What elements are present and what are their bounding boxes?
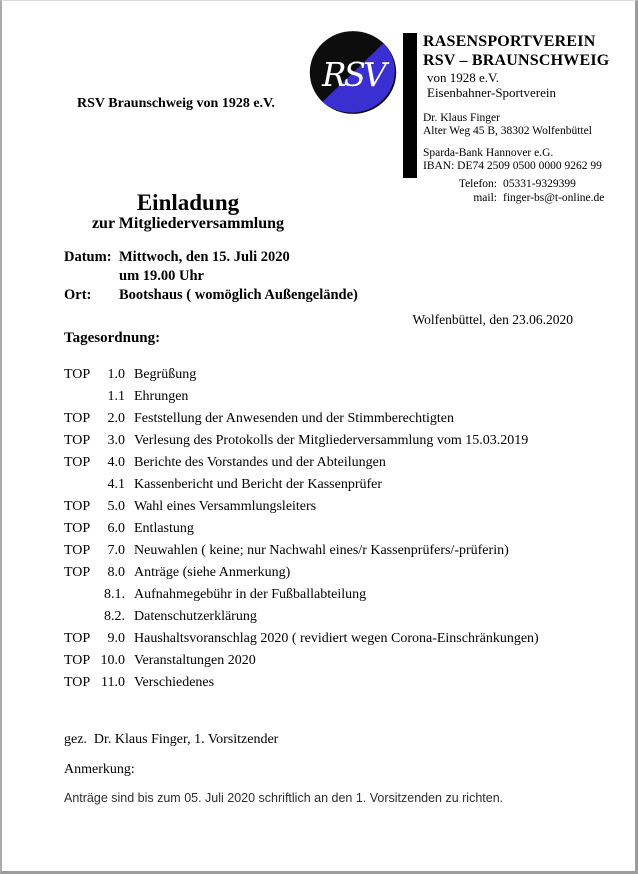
header-divider-bar xyxy=(403,33,417,178)
agenda-item xyxy=(64,389,584,411)
agenda-item-prefix xyxy=(64,587,99,609)
agenda-item xyxy=(64,565,584,587)
letterhead-founded: von 1928 e.V. xyxy=(427,70,499,85)
rsv-logo xyxy=(308,29,398,116)
agenda-list xyxy=(64,367,584,697)
letterhead xyxy=(423,33,633,173)
agenda-item-number: 8.2. xyxy=(104,609,125,624)
letterhead-org-line1: RASENSPORTVEREIN xyxy=(423,33,596,50)
agenda-item-prefix: TOP xyxy=(64,631,91,646)
agenda-item-text: Wahl eines Versammlungsleiters xyxy=(134,499,317,514)
agenda-item-number: 8.0 xyxy=(107,565,125,580)
agenda-heading: Tagesordnung: xyxy=(64,330,161,346)
agenda-item-number: 11.0 xyxy=(101,675,125,690)
agenda-item-prefix: TOP xyxy=(64,367,91,382)
signature-line: gez. Dr. Klaus Finger, 1. Vorsitzender xyxy=(64,732,279,747)
agenda-item xyxy=(64,653,584,675)
document-title: Einladung xyxy=(136,190,240,215)
letterhead-bank-name: Sparda-Bank Hannover e.G. xyxy=(423,147,554,159)
agenda-item xyxy=(64,411,584,433)
agenda-item-prefix: TOP xyxy=(64,675,91,690)
agenda-item-number: 4.0 xyxy=(107,455,125,470)
agenda-item-text: Kassenbericht und Bericht der Kassenprüfer xyxy=(134,477,383,492)
letterhead-contact-name: Dr. Klaus Finger xyxy=(423,112,500,124)
agenda-item-prefix: TOP xyxy=(64,565,91,580)
agenda-item-number: 7.0 xyxy=(107,543,125,558)
rsv-logo-text: RSV xyxy=(322,56,384,94)
time-value: um 19.00 Uhr xyxy=(119,268,204,284)
agenda-item-number: 4.1 xyxy=(107,477,125,492)
agenda-item-number: 2.0 xyxy=(107,411,125,426)
city-date-line: Wolfenbüttel, den 23.06.2020 xyxy=(412,312,573,327)
note-heading: Anmerkung: xyxy=(64,762,135,777)
agenda-item-text: Haushaltsvoranschlag 2020 ( revidiert wegen Corona-Einschränkungen) xyxy=(134,631,539,646)
agenda-item-text: Berichte des Vorstandes und der Abteilungen xyxy=(134,455,386,470)
agenda-item-text: Aufnahmegebühr in der Fußballabteilung xyxy=(134,587,367,602)
mail-label: mail: xyxy=(473,191,497,204)
agenda-item-prefix xyxy=(64,477,99,499)
agenda-item-number: 8.1. xyxy=(104,587,125,602)
time-label-spacer xyxy=(64,267,119,286)
agenda-item-prefix: TOP xyxy=(64,411,91,426)
date-label: Datum: xyxy=(64,249,112,265)
agenda-item-prefix: TOP xyxy=(64,521,91,536)
letterhead-bank-iban: IBAN: DE74 2509 0500 0000 9262 99 xyxy=(423,160,602,172)
agenda-item-text: Begrüßung xyxy=(134,367,197,382)
agenda-item xyxy=(64,455,584,477)
agenda-item xyxy=(64,521,584,543)
agenda-item-text: Verlesung des Protokolls der Mitgliederversammlung vom 15.03.2019 xyxy=(134,433,529,448)
agenda-item-number: 1.0 xyxy=(107,367,125,382)
meta-block xyxy=(64,248,358,305)
phone-label: Telefon: xyxy=(458,178,497,190)
agenda-item-prefix: TOP xyxy=(64,455,91,470)
agenda-item xyxy=(64,477,584,499)
agenda-item-prefix xyxy=(64,609,99,631)
agenda-item-number: 10.0 xyxy=(100,653,125,668)
note-text: Anträge sind bis zum 05. Juli 2020 schriftlich an den 1. Vorsitzenden zu richten. xyxy=(64,791,504,805)
agenda-item-prefix: TOP xyxy=(64,433,91,448)
agenda-item xyxy=(64,367,584,389)
agenda-item xyxy=(64,587,584,609)
agenda-item-prefix xyxy=(64,389,99,411)
letterhead-subtitle: Eisenbahner-Sportverein xyxy=(427,85,556,100)
agenda-item-number: 9.0 xyxy=(107,631,125,646)
document-subtitle: zur Mitgliederversammlung xyxy=(91,215,285,232)
agenda-item xyxy=(64,543,584,565)
agenda-item-text: Anträge (siehe Anmerkung) xyxy=(134,565,291,580)
agenda-item-text: Feststellung der Anwesenden und der Stimmberechtigten xyxy=(134,411,454,426)
agenda-item-number: 5.0 xyxy=(107,499,125,514)
mail-value: finger-bs@t-online.de xyxy=(503,191,605,204)
agenda-item-text: Ehrungen xyxy=(134,389,189,404)
agenda-item-text: Datenschutzerklärung xyxy=(134,609,257,624)
phone-value: 05331-9329399 xyxy=(503,178,576,190)
place-label: Ort: xyxy=(64,287,92,303)
agenda-item-text: Entlastung xyxy=(134,521,194,536)
agenda-item xyxy=(64,609,584,631)
letterhead-org-line2: RSV – BRAUNSCHWEIG xyxy=(423,51,610,69)
agenda-item-prefix: TOP xyxy=(64,543,91,558)
agenda-item-prefix: TOP xyxy=(64,653,91,668)
agenda-item-text: Veranstaltungen 2020 xyxy=(134,653,256,668)
letterhead-contact-address: Alter Weg 45 B, 38302 Wolfenbüttel xyxy=(423,125,592,137)
date-value: Mittwoch, den 15. Juli 2020 xyxy=(119,249,290,265)
rsv-logo-graphic xyxy=(308,29,398,116)
agenda-item xyxy=(64,433,584,455)
agenda-item-text: Verschiedenes xyxy=(134,675,215,690)
org-name-left: RSV Braunschweig von 1928 e.V. xyxy=(77,96,275,111)
place-value: Bootshaus ( womöglich Außengelände) xyxy=(119,287,358,303)
agenda-item-number: 3.0 xyxy=(107,433,125,448)
contact-block xyxy=(440,178,604,205)
agenda-item-prefix: TOP xyxy=(64,499,91,514)
agenda-item-number: 6.0 xyxy=(107,521,125,536)
agenda-item-number: 1.1 xyxy=(107,389,125,404)
agenda-item xyxy=(64,499,584,521)
agenda-item xyxy=(64,675,584,697)
agenda-item xyxy=(64,631,584,653)
title-block xyxy=(62,190,314,233)
agenda-item-text: Neuwahlen ( keine; nur Nachwahl eines/r Kassenprüfers/-prüferin) xyxy=(134,543,509,558)
